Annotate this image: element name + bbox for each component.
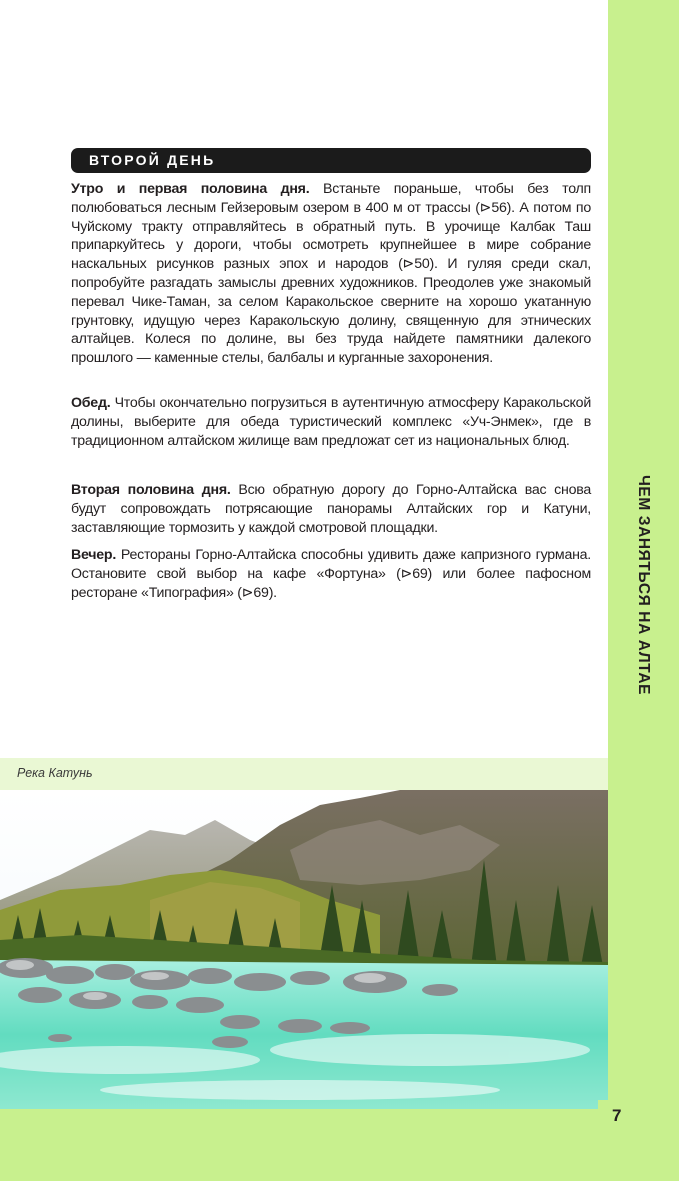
paragraph-lead: Вторая половина дня. — [71, 482, 231, 498]
paragraph-body: Встаньте пораньше, чтобы без толп полюбоваться лесным Гейзеровым озером в 400 м от трассы (⊳56). А потом по Чуйскому тракту отправляйтесь в обратный путь. В урочище Калбак Таш припаркуйтесь у дороги, чтобы осмотреть крупнейшее в мире собрание наскальных рисунков разных эпох и народов (⊳50). И гуляя среди скал, попробуйте разгадать замыслы древних художников. Преодолев уже знакомый перевал Чике-Таман, за селом Каракольское сверните на хорошо укатанную грунтовку, идущую через Каракольскую долину, священную для этнических алтайцев. Колеся по долине, вы без труда найдете памятники далекого прошлого — каменные стелы, балбалы и курганные захоронения. — [71, 181, 591, 367]
paragraph-lunch — [71, 394, 591, 450]
page-number-tab — [598, 1100, 679, 1181]
paragraph-afternoon — [71, 481, 591, 537]
section-heading: ВТОРОЙ ДЕНЬ — [89, 152, 216, 168]
river-landscape-illustration — [0, 790, 608, 1109]
paragraph-body: Всю обратную дорогу до Горно-Алтайска вас снова будут сопровождать потрясающие панорамы Алтайских гор и Катуни, заставляющие тормозить у каждой смотровой площадки. — [71, 482, 591, 536]
paragraph-body: Рестораны Горно-Алтайска способны удивить даже капризного гурмана. Остановите свой выбор на кафе «Фортуна» (⊳69) или более пафосном ресторане «Типография» (⊳69). — [71, 547, 591, 601]
section-heading-bar — [71, 148, 591, 173]
photo-caption: Река Катунь — [17, 766, 93, 780]
paragraph-lead: Обед. — [71, 395, 111, 411]
paragraph-body: Чтобы окончательно погрузиться в аутентичную атмосферу Каракольской долины, выберите для обеда туристический комплекс «Уч-Энмек», где в традиционном алтайском жилище вам предложат сет из национальных блюд. — [71, 395, 591, 449]
photo-caption-band — [0, 758, 608, 790]
chapter-side-label: ЧЕМ ЗАНЯТЬСЯ НА АЛТАЕ — [635, 474, 652, 696]
paragraph-lead: Вечер. — [71, 547, 117, 563]
bottom-band — [0, 1109, 598, 1181]
katun-river-photo — [0, 790, 608, 1109]
paragraph-lead: Утро и первая половина дня. — [71, 181, 310, 197]
page-number: 7 — [612, 1106, 622, 1125]
paragraph-evening — [71, 546, 591, 602]
paragraph-morning — [71, 180, 591, 368]
